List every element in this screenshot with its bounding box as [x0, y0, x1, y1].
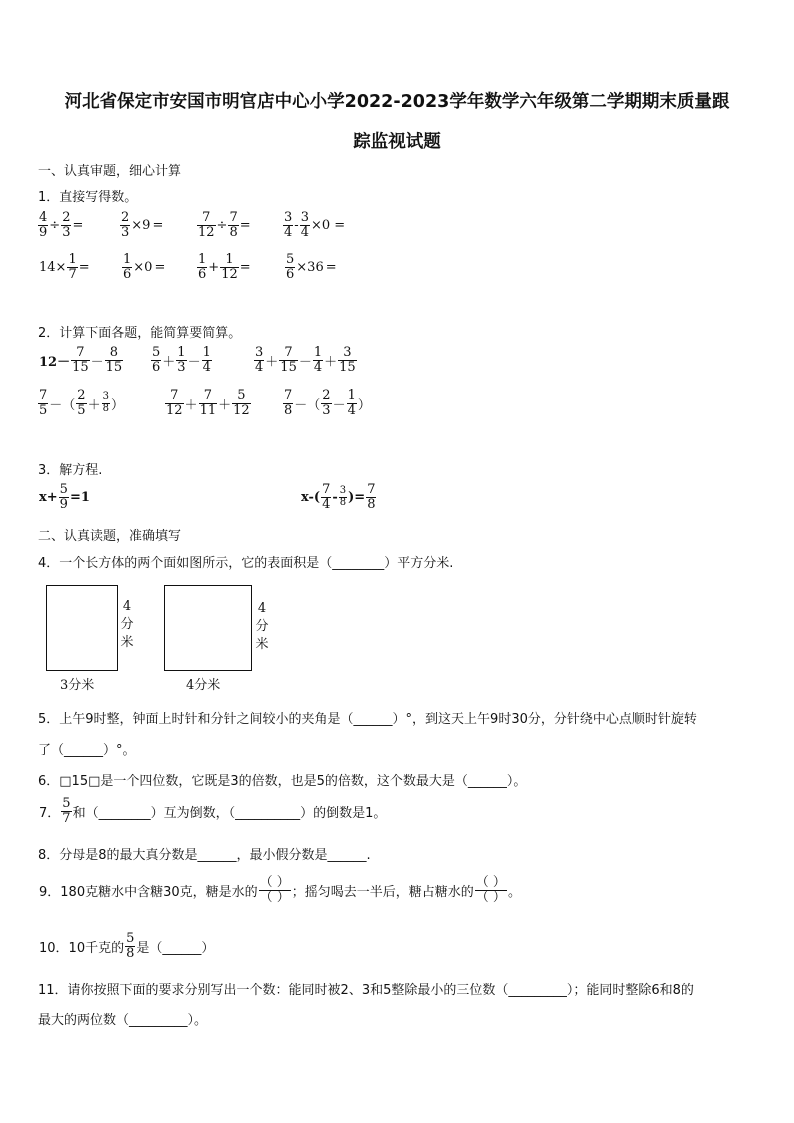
q1-item-5: 14× $\frac{1}{7}$ =	[39, 252, 90, 283]
question-4-text: 4．一个长方体的两个面如图所示，它的表面积是（________）平方分米.	[38, 556, 454, 571]
q2-expr-2: $\frac{5}{6}$ ＋ $\frac{1}{3}$ － $\frac{1}{4}$	[152, 345, 211, 376]
face-1-width-label: 3分米	[60, 678, 95, 693]
q3-equation-2: x-( $\frac{7}{4}$ - $\frac{3}{8}$ )= $\frac{7}{8}$	[301, 482, 376, 513]
q1-item-1: $\frac{4}{9}$ ÷ $\frac{2}{3}$ =	[39, 210, 84, 241]
question-6-text: 6．□15□是一个四位数，它既是3的倍数，也是5的倍数，这个数最大是（______）。	[38, 774, 527, 789]
question-1-label: 1．直接写得数。	[38, 190, 138, 205]
q2-expr-6: $\frac{7}{8}$ －（ $\frac{2}{3}$ － $\frac{1}{4}$ ）	[284, 388, 371, 419]
q1-item-6: $\frac{1}{6}$ ×0 =	[123, 252, 166, 283]
question-2-label: 2．计算下面各题，能简算要简算。	[38, 326, 242, 341]
q2-expr-1: 12－ $\frac{7}{15}$ － $\frac{8}{15}$	[39, 345, 123, 376]
face-rectangle-2	[164, 585, 252, 671]
q2-expr-3: $\frac{3}{4}$ ＋ $\frac{7}{15}$ － $\frac{1}{4}$ ＋ $\frac{3}{15}$	[255, 345, 356, 376]
page-title-line2: 踪监视试题	[353, 132, 441, 152]
question-3-label: 3．解方程.	[38, 463, 103, 478]
face-rectangle-1	[46, 585, 118, 671]
face-2-height-label: 4 分 米	[255, 601, 269, 652]
question-11-line2: 最大的两位数（_________）。	[38, 1013, 208, 1028]
face-2-width-label: 4分米	[186, 678, 221, 693]
q3-equation-1: x+ $\frac{5}{9}$ =1	[39, 482, 90, 513]
section-heading-1: 一、认真审题，细心计算	[38, 164, 182, 179]
q1-item-7: $\frac{1}{6}$ + $\frac{1}{12}$ =	[198, 252, 251, 283]
question-8-text: 8．分母是8的最大真分数是______，最小假分数是______.	[38, 848, 371, 863]
q2-expr-5: $\frac{7}{12}$ ＋ $\frac{7}{11}$ ＋ $\frac{5}{12}$	[166, 388, 250, 419]
q1-item-4: $\frac{3}{4}$ - $\frac{3}{4}$ ×0 =	[284, 210, 346, 241]
face-1-height-label: 4 分 米	[120, 599, 134, 650]
q1-item-2: $\frac{2}{3}$ ×9 =	[121, 210, 164, 241]
q1-item-3: $\frac{7}{12}$ ÷ $\frac{7}{8}$ =	[198, 210, 251, 241]
question-5-line1: 5．上午9时整，钟面上时针和分针之间较小的夹角是（______）°，到这天上午9时30分，分针绕中心点顺时针旋转	[38, 712, 697, 727]
section-heading-2: 二、认真读题，准确填写	[38, 529, 182, 544]
question-9: 9．180克糖水中含糖30克，糖是水的 （ ） （ ） ；摇匀喝去一半后，糖占糖水的 （ ） （ ） 。	[39, 875, 521, 906]
question-11-line1: 11．请你按照下面的要求分别写出一个数：能同时被2、3和5整除最小的三位数（_________）；能同时整除6和8的	[38, 983, 694, 998]
question-7: 7． $\frac{5}{7}$ 和（________）互为倒数，（__________）的倒数是1。	[39, 796, 387, 827]
page-title: 河北省保定市安国市明官店中心小学2022-2023学年数学六年级第二学期期末质量跟	[64, 92, 730, 112]
q1-item-8: $\frac{5}{6}$ ×36 =	[286, 252, 337, 283]
q2-expr-4: $\frac{7}{5}$ －（ $\frac{2}{5}$ ＋ $\frac{3}{8}$ ）	[39, 388, 124, 419]
question-5-line2: 了（______）°。	[38, 743, 136, 758]
question-10: 10．10千克的 $\frac{5}{8}$ 是（______）	[39, 931, 215, 962]
